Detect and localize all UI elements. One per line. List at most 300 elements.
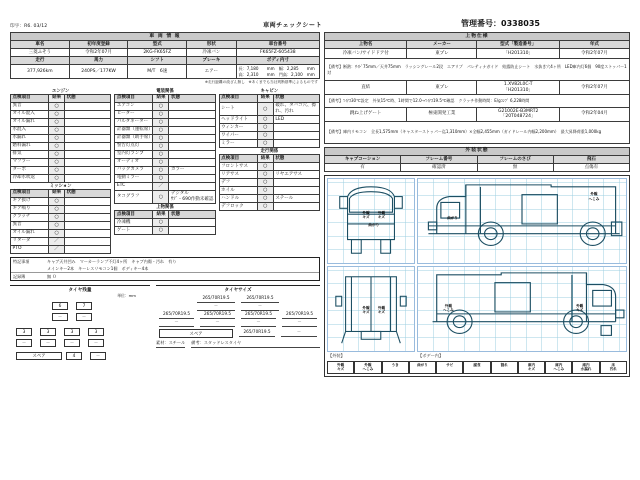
damage-tag-side-left-1: 外観 へこみ xyxy=(588,192,600,201)
tread-rear-3[interactable]: 3 xyxy=(88,328,104,336)
diagram-label-exterior: 【外装】 xyxy=(328,352,345,358)
checklist-state xyxy=(65,158,111,166)
tire-size-rear-sub-0[interactable]: － xyxy=(159,319,194,327)
checklist-row[interactable] xyxy=(11,166,111,174)
tread-front-sub-0[interactable]: － xyxy=(52,313,68,321)
checklist-item-label: 冷凍機 xyxy=(115,219,153,227)
tire-size-rear-2[interactable]: 265/70R19.5 xyxy=(241,311,276,319)
tire-size-front-sub-1[interactable]: － xyxy=(241,303,279,311)
checklist-result[interactable]: ○ xyxy=(49,221,65,229)
checklist-item-label: 水漏れ xyxy=(11,134,49,142)
cargo-cell: 1.XV82L0C-T 「H201310」 xyxy=(477,81,559,95)
checklist-state xyxy=(65,213,111,221)
vi-h2-cell: シフト xyxy=(128,57,187,65)
vi-h1-cell: 型式 xyxy=(128,41,187,49)
checklist-item-label: 電動ミラー xyxy=(115,174,153,182)
checklist-driving xyxy=(219,148,320,211)
checklist-header: 点検項目 xyxy=(219,94,257,102)
checklist-result[interactable]: ○ xyxy=(49,134,65,142)
page-title: 車両チェックシート xyxy=(262,22,323,29)
checklist-result[interactable]: ○ xyxy=(49,174,65,182)
damage-tag-side-right-1: 外観 キズ xyxy=(576,303,584,313)
vi-v1-cell: 2KG-FK65FZ xyxy=(128,49,187,57)
checklist-item-label: ホイル xyxy=(219,187,257,195)
checklist-state xyxy=(273,124,319,132)
checklist-row[interactable] xyxy=(11,126,111,134)
page-header xyxy=(0,0,640,32)
checklist-state xyxy=(169,126,215,134)
checklist-row[interactable] xyxy=(115,166,215,174)
tire-size-title: タイヤサイズ xyxy=(156,285,320,293)
diagram-side-view-left[interactable] xyxy=(417,178,627,264)
checklist-state xyxy=(169,219,215,227)
checklist-item-label: エアコン xyxy=(115,102,153,110)
cargo-remark: 【備考】ﾏｲﾅｽ30℃設定 外気15℃時、1時間で12.0→ﾏｲﾅｽ19.5℃確認 クラッチ作動時間：E/gｺﾝﾌﾟ 6,228時間 xyxy=(325,94,630,107)
checklist-row[interactable] xyxy=(11,221,111,229)
checklist-result[interactable]: ○ xyxy=(49,213,65,221)
checklist-row[interactable] xyxy=(115,134,215,142)
tread-rear-0[interactable]: 3 xyxy=(16,328,32,336)
checklist-result[interactable]: ○ xyxy=(49,229,65,237)
checklist-item-label: クラッチ xyxy=(11,213,49,221)
checklist-header: 点検項目 xyxy=(115,94,153,102)
checklist-row[interactable] xyxy=(115,118,215,126)
tread-rear-1[interactable]: 3 xyxy=(40,328,56,336)
checklist-row[interactable] xyxy=(11,118,111,126)
checklist-row[interactable] xyxy=(219,203,319,211)
checklist-item-label: 室内灯ランプ xyxy=(115,150,153,158)
checklist-result[interactable]: ○ xyxy=(257,132,273,140)
checklist-result[interactable]: ○ xyxy=(49,110,65,118)
checklist-state xyxy=(169,182,215,190)
sheet-body xyxy=(0,32,640,377)
vi-h1-cell: 形状 xyxy=(187,41,236,49)
checklist-result[interactable]: ○ xyxy=(257,124,273,132)
checklist-state xyxy=(169,110,215,118)
diagram-rear-view[interactable] xyxy=(327,266,415,352)
checklist-state: ステール xyxy=(273,195,319,203)
vehicle-info-value: エアー xyxy=(187,65,236,78)
checklist-engine xyxy=(10,88,111,183)
checklist-item-label: バックカメラ xyxy=(115,166,153,174)
vehicle-info-value: 377,926km xyxy=(11,65,70,78)
checklist-state xyxy=(65,142,111,150)
checklist-row[interactable] xyxy=(115,150,215,158)
tire-tread-block xyxy=(10,285,150,362)
checklist-header: 点検項目 xyxy=(219,155,257,163)
checklist-state xyxy=(65,245,111,253)
tire-size-front-sub-0[interactable]: － xyxy=(197,303,235,311)
checklist-header: 点検項目 xyxy=(11,94,49,102)
checklist-result[interactable]: ○ xyxy=(49,102,65,110)
checklist-row[interactable] xyxy=(11,213,111,221)
checklist-result[interactable]: ○ xyxy=(153,134,169,142)
tread-rear-sub-1[interactable]: － xyxy=(40,339,56,347)
tire-tread-diagram xyxy=(10,300,150,362)
checklist-result[interactable]: ○ xyxy=(257,187,273,195)
checklist-state xyxy=(169,142,215,150)
checklist-result[interactable]: ○ xyxy=(49,158,65,166)
checklist-row[interactable] xyxy=(11,150,111,158)
checklist-title: 電装関係 xyxy=(156,88,174,94)
checklist-mission xyxy=(10,183,111,254)
checklist-result[interactable]: ○ xyxy=(153,158,169,166)
checklist-result[interactable]: ○ xyxy=(153,219,169,227)
diagram-label-body: 【ボデー内】 xyxy=(418,352,444,358)
diagram-labels xyxy=(327,352,627,359)
checklist-item-label: 燃料漏れ xyxy=(11,142,49,150)
tread-spare-value[interactable]: 4 xyxy=(66,352,82,360)
checklist-state xyxy=(169,227,215,235)
checklist-result[interactable]: ○ xyxy=(49,118,65,126)
checklist-item-label: ハンドル xyxy=(219,195,257,203)
cargo-cell: 跳ね上げゲート xyxy=(325,107,407,121)
tread-rear-sub-0[interactable]: － xyxy=(16,339,32,347)
exterior-header: フレーム番号 xyxy=(401,155,477,163)
checklist-row[interactable] xyxy=(11,245,111,253)
checklist-column-3 xyxy=(219,88,320,254)
checklist-state xyxy=(65,166,111,174)
checklist-row[interactable] xyxy=(219,163,319,171)
exterior-value: 点傷有 xyxy=(553,163,629,171)
checklist-table xyxy=(10,189,111,254)
tire-tread-title: タイヤ残量 xyxy=(10,285,150,293)
checklist-state xyxy=(273,140,319,148)
checklist-result[interactable]: ○ xyxy=(257,195,273,203)
exterior-value: 有 xyxy=(325,163,401,171)
vi-h1-cell: 車台番号 xyxy=(236,41,319,49)
checklist-item-label: ギア抜け xyxy=(11,197,49,205)
vi-v1-cell: 冷凍バン xyxy=(187,49,236,57)
cargo-cell: 東プレ xyxy=(407,81,477,95)
checklist-header: 結果 xyxy=(49,189,65,197)
vehicle-info-header-row2 xyxy=(11,57,320,65)
vi-h2-cell: 馬力 xyxy=(69,57,128,65)
checklist-row[interactable] xyxy=(11,158,111,166)
cargo-cell: 極東開発工業 xyxy=(407,107,477,121)
checklist-result[interactable]: ○ xyxy=(153,126,169,134)
checklist-row[interactable] xyxy=(115,190,215,204)
damage-tag-front-0: 外観 キズ xyxy=(362,210,370,219)
checklist-result[interactable]: ○ xyxy=(257,171,273,179)
management-number: 管理番号：0338035 xyxy=(461,19,540,28)
checklist-result[interactable]: ○ xyxy=(153,174,169,182)
checklist-header: 状態 xyxy=(273,94,319,102)
checklist-item-label: ヒーター xyxy=(115,110,153,118)
checklist-item-label: 排気 xyxy=(11,150,49,158)
checklist-item-label: ヘッドライト xyxy=(219,116,257,124)
tire-size-rear-3[interactable]: 265/70R19.5 xyxy=(282,311,317,319)
exterior-value: 確認済 xyxy=(401,163,477,171)
legend-item-8: 庫内 へこみ xyxy=(545,361,572,374)
tire-size-front-1[interactable]: 265/70R19.5 xyxy=(241,295,279,303)
checklist-row[interactable] xyxy=(11,134,111,142)
checklist-item-label: オーディオ xyxy=(115,158,153,166)
checklist-header: 状態 xyxy=(169,94,215,102)
exterior-header: フレームのさび xyxy=(477,155,553,163)
legend-item-9: 庫内 水漏れ xyxy=(572,361,599,374)
checklist-row[interactable] xyxy=(11,174,111,182)
notes-label-2: 記録簿 xyxy=(11,272,45,280)
tread-rear-2[interactable]: 3 xyxy=(64,328,80,336)
tire-size-rear-0[interactable]: 265/70R19.5 xyxy=(159,311,194,319)
checklist-title: ミッション xyxy=(49,183,72,189)
legend-item-2: うき xyxy=(382,361,409,374)
checklist-item-label: ターボ xyxy=(11,166,49,174)
checklist-state xyxy=(65,150,111,158)
rear-view-drawing xyxy=(328,267,414,351)
front-view-drawing xyxy=(328,179,414,263)
checklist-header: 結果 xyxy=(49,94,65,102)
checklist-row[interactable] xyxy=(115,219,215,227)
checklist-row[interactable] xyxy=(115,158,215,166)
checklist-row[interactable] xyxy=(219,171,319,179)
checklist-result[interactable]: ○ xyxy=(49,166,65,174)
checklist-header: 結果 xyxy=(153,94,169,102)
checklist-header: 状態 xyxy=(273,155,319,163)
tread-rear-sub-2[interactable]: － xyxy=(64,339,80,347)
cargo-cell: 「H201310」 xyxy=(477,49,559,59)
checklist-result[interactable]: ○ xyxy=(257,163,273,171)
tire-spare-size-sub[interactable]: － xyxy=(281,329,317,337)
checklist-result[interactable]: ○ xyxy=(153,110,169,118)
checklist-header: 状態 xyxy=(169,211,215,219)
exterior-state-value-row xyxy=(325,163,630,171)
checklist-result[interactable]: ○ xyxy=(257,179,273,187)
checklist-item-label: ウィンカー xyxy=(219,124,257,132)
notes-label-1: 特記事項 xyxy=(13,258,30,264)
tire-size-rear-sub-1[interactable]: － xyxy=(200,319,235,327)
notes-value-2: 無 ０ xyxy=(45,272,319,280)
checklist-state xyxy=(273,179,319,187)
checklist-title: エンジン xyxy=(51,88,70,94)
checklist-row[interactable] xyxy=(115,102,215,110)
vehicle-info-value: 240PS／177KW xyxy=(69,65,128,78)
checklist-row[interactable] xyxy=(11,110,111,118)
checklist-result[interactable]: ／ xyxy=(49,237,65,245)
cargo-header: 型式「製造番号」 xyxy=(477,41,559,49)
vi-h1-cell: 車名 xyxy=(11,41,70,49)
checklist-item-label: パルタネーター xyxy=(115,118,153,126)
vi-h1-cell: 初年度登録 xyxy=(69,41,128,49)
checklist-state xyxy=(65,205,111,213)
checklist-state xyxy=(169,150,215,158)
checklist-result[interactable]: ○ xyxy=(257,116,273,124)
diagram-row-top xyxy=(327,178,627,264)
checklist-item-label: ETC xyxy=(115,182,153,190)
checklist-state xyxy=(65,197,111,205)
checklist-state: 破れ、タバコ穴、擦れ、汚れ xyxy=(273,102,319,116)
cargo-header: 年式 xyxy=(559,41,629,49)
checklist-result[interactable]: ○ xyxy=(49,126,65,134)
checklist-state xyxy=(65,237,111,245)
checklist-state xyxy=(273,163,319,171)
checklist-row[interactable] xyxy=(11,102,111,110)
checklist-table xyxy=(219,154,320,211)
checklist-row[interactable] xyxy=(11,205,111,213)
tire-spare-size[interactable]: 265/70R19.5 xyxy=(239,329,275,337)
vehicle-info-value: M/T 6速 xyxy=(128,65,187,78)
checklist-item-label: 計器類（助手席） xyxy=(116,135,153,141)
checklist-item-label: 異音 xyxy=(11,102,49,110)
checklist-item-label: PTO xyxy=(11,245,49,253)
checklist-result[interactable]: ○ xyxy=(49,150,65,158)
checklist-row[interactable] xyxy=(115,174,215,182)
checklist-header: 点検項目 xyxy=(11,189,49,197)
checklist-header: 結果 xyxy=(153,211,169,219)
checklist-result[interactable]: ○ xyxy=(257,102,273,116)
checklist-item-label: ギア鳴り xyxy=(11,205,49,213)
checklist-state: LED xyxy=(273,116,319,124)
left-column xyxy=(10,32,320,377)
tread-front-sub-1[interactable]: － xyxy=(76,313,92,321)
diagram-side-view-right[interactable] xyxy=(417,266,627,352)
cargo-cell: 令和2年07月 xyxy=(559,81,629,95)
checklist-state xyxy=(65,229,111,237)
tire-section xyxy=(10,285,320,362)
checklist-result[interactable]: ○ xyxy=(49,142,65,150)
cargo-remark: 【備考】断熱：ｻｲﾄﾞ75mm／天井75mm ラッシングレール2段 エアリブ パレティナガイド 結露防止シート 水抜き穴4ヶ所 LED庫内灯6個 90度ストッパー1対 xyxy=(325,59,630,81)
checklist-row[interactable] xyxy=(219,124,319,132)
cargo-row xyxy=(325,81,630,95)
checklist-row[interactable] xyxy=(219,140,319,148)
checklist-result[interactable]: ○ xyxy=(257,203,273,211)
checklist-title: 上物関係 xyxy=(156,205,174,211)
checklist-state xyxy=(65,221,111,229)
checklist-result[interactable]: ○ xyxy=(49,197,65,205)
damage-tag-front-2: 曲がり xyxy=(368,222,380,227)
tread-spare-label[interactable]: スペア xyxy=(16,352,62,360)
checklist-state xyxy=(65,118,111,126)
checklist-result[interactable]: ○ xyxy=(153,190,169,204)
checklist-item-label: デフ xyxy=(219,179,257,187)
vehicle-info-header-row1 xyxy=(11,41,320,49)
cargo-info-header-row xyxy=(325,41,630,49)
checklist-item-label: マフラー xyxy=(11,158,49,166)
vehicle-info-value-row2 xyxy=(11,65,320,78)
exterior-header: キャブコーション xyxy=(325,155,401,163)
exterior-state-band: 外装状態 xyxy=(325,147,630,155)
checklist-result[interactable]: ○ xyxy=(49,205,65,213)
cargo-info-band: 上物仕様 xyxy=(325,33,630,41)
checklist-row[interactable] xyxy=(219,187,319,195)
legend-item-0: 外観 キズ xyxy=(327,361,354,374)
exterior-state-header-row xyxy=(325,155,630,163)
checklist-row[interactable] xyxy=(11,237,111,245)
checklist-result[interactable]: ○ xyxy=(153,166,169,174)
checklist-column-2 xyxy=(114,88,215,254)
checklist-result[interactable]: ○ xyxy=(153,102,169,110)
checklist-result[interactable]: ○ xyxy=(153,118,169,126)
checklist-row[interactable] xyxy=(115,182,215,190)
tread-spare-sub[interactable]: － xyxy=(90,352,106,360)
checklist-state: カラー xyxy=(169,166,215,174)
checklist-electrical xyxy=(114,88,215,205)
checklist-result[interactable]: ／ xyxy=(153,182,169,190)
checklist-result[interactable]: ○ xyxy=(153,142,169,150)
vi-h2-cell: ブレーキ xyxy=(187,57,236,65)
checklist-item-label: リターダ xyxy=(11,237,49,245)
checklist-item-label: オイル混入 xyxy=(11,110,49,118)
tire-unit-label: 単位：mm xyxy=(117,293,136,299)
damage-tag-rear-1: 外観 キズ xyxy=(377,305,386,314)
checklist-item-label: フロントサス xyxy=(219,163,257,171)
tread-front-0[interactable]: 6 xyxy=(52,302,68,310)
vehicle-info-note: ※走行距離の改ざん無し ※あくまでも当社判断基準によるものです xyxy=(204,79,318,84)
checklist-table xyxy=(10,94,111,183)
tire-material-note: 備考：スタッドレスタイヤ xyxy=(191,340,320,348)
tire-size-rear-sub-3[interactable]: － xyxy=(282,319,317,327)
tire-material: 素材：スチール xyxy=(156,340,185,348)
tread-front-1[interactable]: 7 xyxy=(76,302,92,310)
cargo-remark: 【備考】庫内リモコン 全長1,575mm（キャスターストッパー迄1,310mm）×全幅2,455mm（ガイドレール内幅2,200mm） 最大昇降荷重1,000kg xyxy=(325,121,630,143)
checklist-state xyxy=(169,158,215,166)
checklist-table xyxy=(114,210,215,235)
tread-rear-sub-3[interactable]: － xyxy=(88,339,104,347)
cargo-cell: 東プレ xyxy=(407,49,477,59)
right-column xyxy=(324,32,630,377)
notes-line-1: キャブ天井凹み マーカーランプ不灯4ヶ所 キャブ内傷・汚れ 有り xyxy=(47,258,177,264)
checklist-result[interactable]: ○ xyxy=(153,227,169,235)
checklist-item-label: 水混入 xyxy=(11,126,49,134)
checklist-result[interactable]: ○ xyxy=(257,140,273,148)
checklist-item-label: 異音 xyxy=(11,221,49,229)
checklist-table xyxy=(114,94,215,205)
checklist-result[interactable]: ○ xyxy=(153,150,169,158)
checklist-item-label: ワイパー xyxy=(219,132,257,140)
checklist-state xyxy=(169,118,215,126)
checklist-row[interactable] xyxy=(11,142,111,150)
checklist-header: 点検項目 xyxy=(115,211,153,219)
checklist-row[interactable] xyxy=(219,116,319,124)
exterior-header: 飛石 xyxy=(553,155,629,163)
vehicle-info-value-row1 xyxy=(11,49,320,57)
checklist-row[interactable] xyxy=(115,227,215,235)
checklist-row[interactable] xyxy=(219,132,319,140)
checklist-row[interactable] xyxy=(115,110,215,118)
checklist-row[interactable] xyxy=(219,195,319,203)
legend-item-7: 庫内 キズ xyxy=(518,361,545,374)
diagram-front-view[interactable] xyxy=(327,178,415,264)
checklist-state xyxy=(65,110,111,118)
cargo-header: メーカー xyxy=(407,41,477,49)
tire-size-rear-1[interactable]: 265/70R19.5 xyxy=(200,311,235,319)
checklist-item-label: オイル漏れ xyxy=(11,229,49,237)
tire-spare-box[interactable]: スペア xyxy=(159,329,233,338)
checklist-row[interactable] xyxy=(115,126,215,134)
checklist-item-label: シート xyxy=(219,102,257,116)
checklist-row[interactable] xyxy=(11,229,111,237)
checklist-row[interactable] xyxy=(219,102,319,116)
damage-tag-front-1: 外観 キズ xyxy=(377,210,386,219)
tire-size-rear-sub-2[interactable]: － xyxy=(241,319,276,327)
tire-size-block xyxy=(156,285,320,362)
checklist-result[interactable]: ／ xyxy=(49,245,65,253)
checklist-item-label: 冷却水吹返 xyxy=(11,174,49,182)
legend-item-6: 割れ xyxy=(491,361,518,374)
checklist-row[interactable] xyxy=(219,179,319,187)
tire-size-front-0[interactable]: 265/70R19.5 xyxy=(197,295,235,303)
checklist-title: 走行関係 xyxy=(260,149,279,155)
checklist-table xyxy=(219,94,320,149)
checklist-row[interactable] xyxy=(115,142,215,150)
checklist-row[interactable] xyxy=(11,197,111,205)
checklist-title: キャビン xyxy=(260,88,279,94)
cargo-header: 上物名 xyxy=(325,41,407,49)
damage-tag-side-left-0: 曲がり xyxy=(447,215,458,220)
checklist-header: 状態 xyxy=(65,94,111,102)
cargo-info-table xyxy=(324,32,630,144)
